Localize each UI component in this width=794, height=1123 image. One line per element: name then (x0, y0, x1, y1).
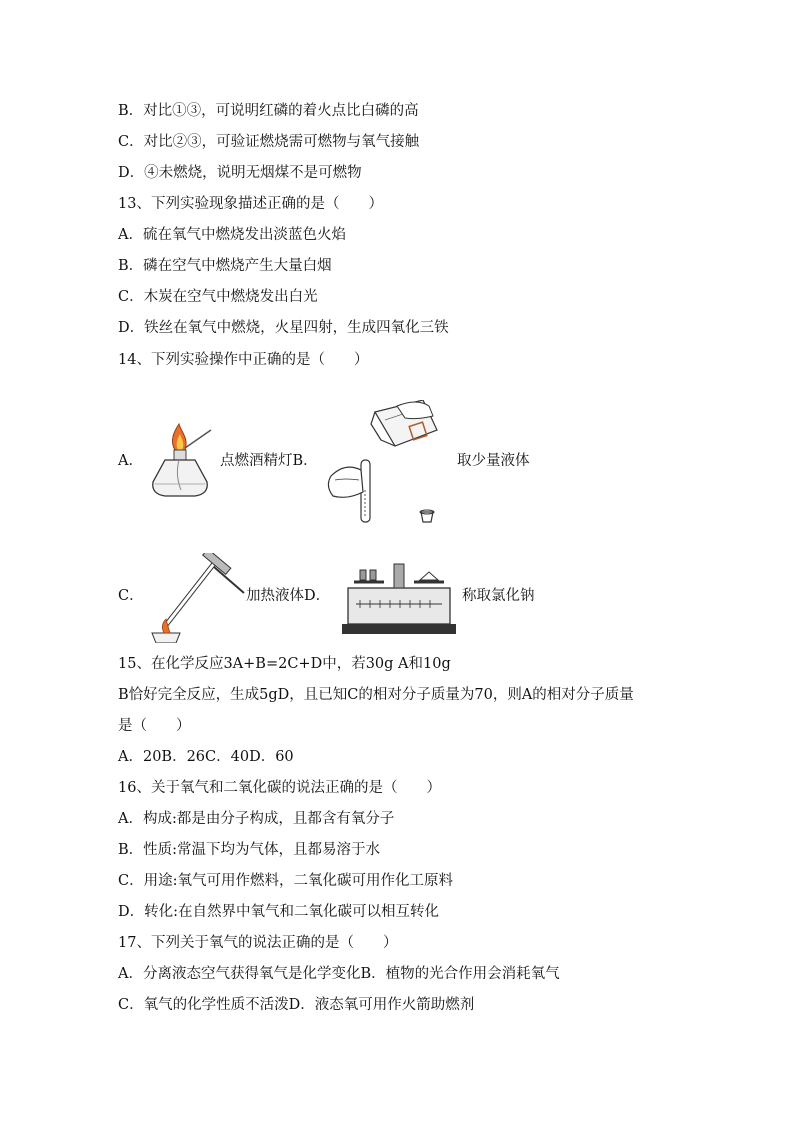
alcohol-lamp-lighting-illustration (145, 420, 215, 500)
option-12c: C．对比②③，可验证燃烧需可燃物与氧气接触 (118, 134, 420, 150)
option-14c-prefix: C． (118, 588, 144, 604)
option-16b: B．性质:常温下均为气体，且都易溶于水 (118, 842, 381, 858)
option-16c: C．用途:氧气可用作燃料，二氧化碳可用作化工原料 (118, 873, 453, 889)
balance-weighing-illustration (340, 560, 458, 635)
question-15-line-2: B恰好完全反应，生成5gD，且已知C的相对分子质量为70，则A的相对分子质量 (118, 687, 634, 703)
option-13c: C．木炭在空气中燃烧发出白光 (118, 289, 318, 305)
option-16d: D．转化:在自然界中氧气和二氧化碳可以相互转化 (118, 904, 440, 920)
option-13d: D．铁丝在氧气中燃烧，火星四射，生成四氧化三铁 (118, 320, 449, 336)
question-15-options: A．20B．26C．40D．60 (118, 749, 294, 765)
option-14b-label: 取少量液体 (457, 453, 530, 469)
option-13a: A．硫在氧气中燃烧发出淡蓝色火焰 (118, 227, 346, 243)
option-14a-label: 点燃酒精灯B． (220, 453, 318, 469)
question-15-line-3: 是（ ） (118, 718, 191, 734)
option-13b: B．磷在空气中燃烧产生大量白烟 (118, 258, 332, 274)
heating-liquid-illustration (146, 553, 246, 643)
option-12b: B．对比①③，可说明红磷的着火点比白磷的高 (118, 103, 419, 119)
question-16: 16、关于氧气和二氧化碳的说法正确的是（ ） (118, 780, 441, 796)
options-17ab: A．分离液态空气获得氧气是化学变化B．植物的光合作用会消耗氧气 (118, 966, 560, 982)
option-12d: D．④未燃烧，说明无烟煤不是可燃物 (118, 165, 362, 181)
option-14c-label: 加热液体D． (246, 588, 331, 604)
question-17: 17、下列关于氧气的说法正确的是（ ） (118, 935, 398, 951)
options-17cd: C．氧气的化学性质不活泼D．液态氧可用作火箭助燃剂 (118, 997, 475, 1013)
question-15-line-1: 15、在化学反应3A+B=2C+D中，若30g A和10g (118, 656, 451, 672)
question-13: 13、下列实验现象描述正确的是（ ） (118, 196, 383, 212)
option-16a: A．构成:都是由分子构成，且都含有氧分子 (118, 811, 395, 827)
question-14: 14、下列实验操作中正确的是（ ） (118, 352, 369, 368)
pouring-liquid-illustration (325, 400, 450, 530)
option-14a-prefix: A． (118, 453, 143, 469)
option-14d-label: 称取氯化钠 (462, 588, 535, 604)
